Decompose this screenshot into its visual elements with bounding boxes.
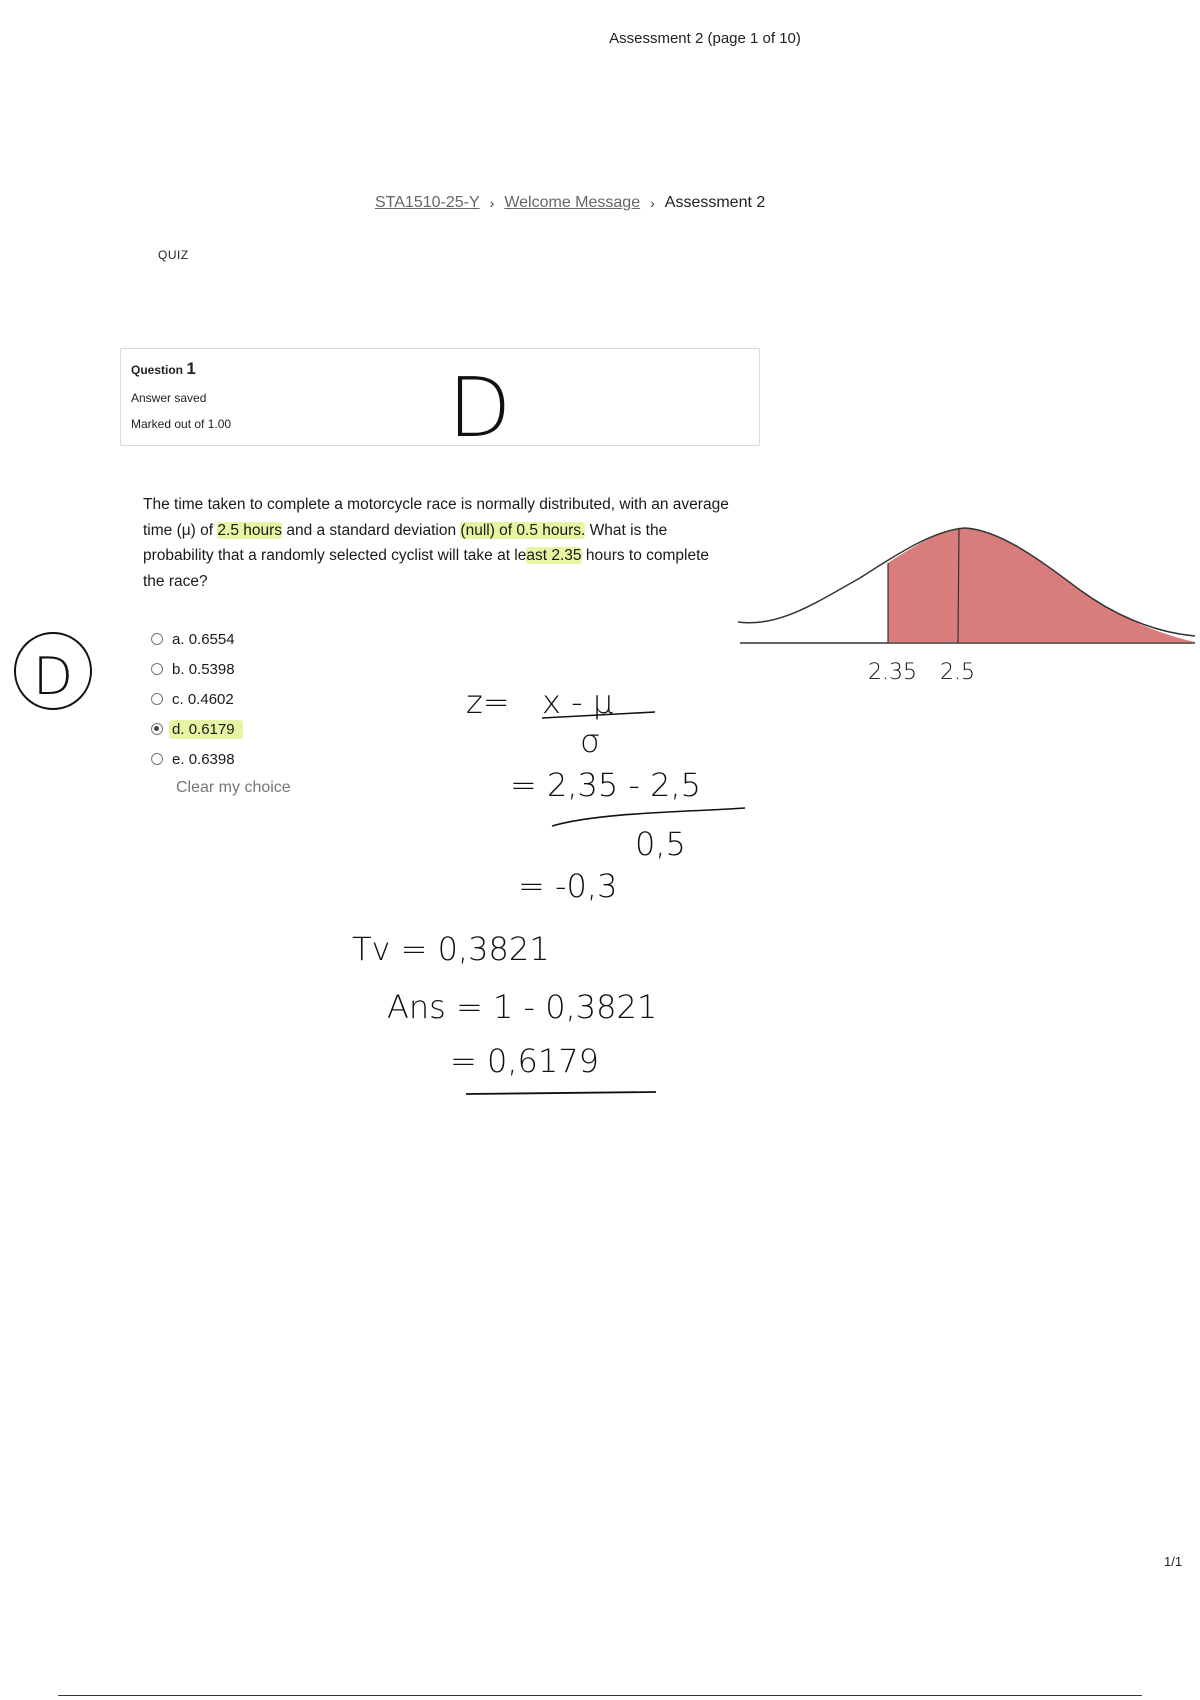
breadcrumb-section-link[interactable]: Welcome Message (504, 194, 641, 211)
shaded-area (888, 528, 1195, 642)
final-underline (466, 1092, 656, 1094)
circled-mark: D (33, 647, 74, 707)
highlighted-text: 2.5 hours (217, 521, 283, 539)
answer-mark: D (448, 361, 512, 456)
question-text-part: What is the probability that a randomly selected cyclist will take at le (143, 521, 668, 564)
option-letter: b. (172, 660, 185, 678)
quiz-label: QUIZ (158, 248, 189, 262)
question-text-part: and a standard deviation (282, 521, 461, 539)
step1-denominator: 0,5 (635, 825, 686, 863)
formula-lhs: z= (466, 683, 510, 721)
option-value: 0.6398 (188, 750, 235, 768)
highlighted-text: (null) of 0.5 hours. (460, 521, 586, 539)
option-value: 0.5398 (188, 660, 235, 678)
question-status: Answer saved (131, 391, 207, 405)
fraction-bar (552, 808, 745, 826)
step2: = -0,3 (518, 867, 618, 905)
breadcrumb-course-link[interactable]: STA1510-25-Y (375, 194, 480, 211)
option-letter: a. (172, 630, 185, 648)
clear-choice-link[interactable]: Clear my choice (176, 779, 291, 796)
option-letter: e. (172, 750, 185, 768)
table-value: Tv = 0,3821 (352, 930, 550, 968)
answer-step: Ans = 1 - 0,3821 (387, 988, 658, 1026)
step1-numerator: = 2,35 - 2,5 (510, 766, 702, 804)
highlighted-text: ast 2.35 (526, 547, 582, 564)
option-value: 0.6554 (188, 630, 235, 648)
final-answer: = 0,6179 (450, 1042, 599, 1080)
question-text-part: The time taken to complete a motorcycle race is normally distributed, with an average time (μ) of (143, 496, 729, 539)
question-number: 1 (186, 359, 196, 378)
axis-label: 2.5 (940, 660, 975, 685)
page-footer: 1/1 (1164, 1554, 1183, 1569)
option-letter: d. (172, 720, 185, 738)
question-text-part: hours to complete the race? (143, 547, 710, 590)
bottom-divider (58, 1695, 1142, 1696)
option-letter: c. (172, 690, 184, 708)
option-value: 0.6179 (188, 720, 235, 738)
page-header-text: Assessment 2 (page 1 of 10) (609, 30, 801, 47)
formula-numerator: x - μ (542, 683, 614, 721)
breadcrumb-current: Assessment 2 (664, 194, 766, 211)
axis-label: 2.35 (868, 660, 917, 685)
question-marks: Marked out of 1.00 (131, 417, 232, 431)
chevron-right-icon: › (489, 195, 495, 211)
working-formula (352, 683, 745, 1094)
formula-denominator: σ (580, 722, 601, 760)
option-value: 0.4602 (187, 690, 234, 708)
normal-curve-sketch (738, 528, 1195, 685)
question-label: Question (131, 363, 184, 377)
chevron-right-icon: › (650, 195, 655, 211)
